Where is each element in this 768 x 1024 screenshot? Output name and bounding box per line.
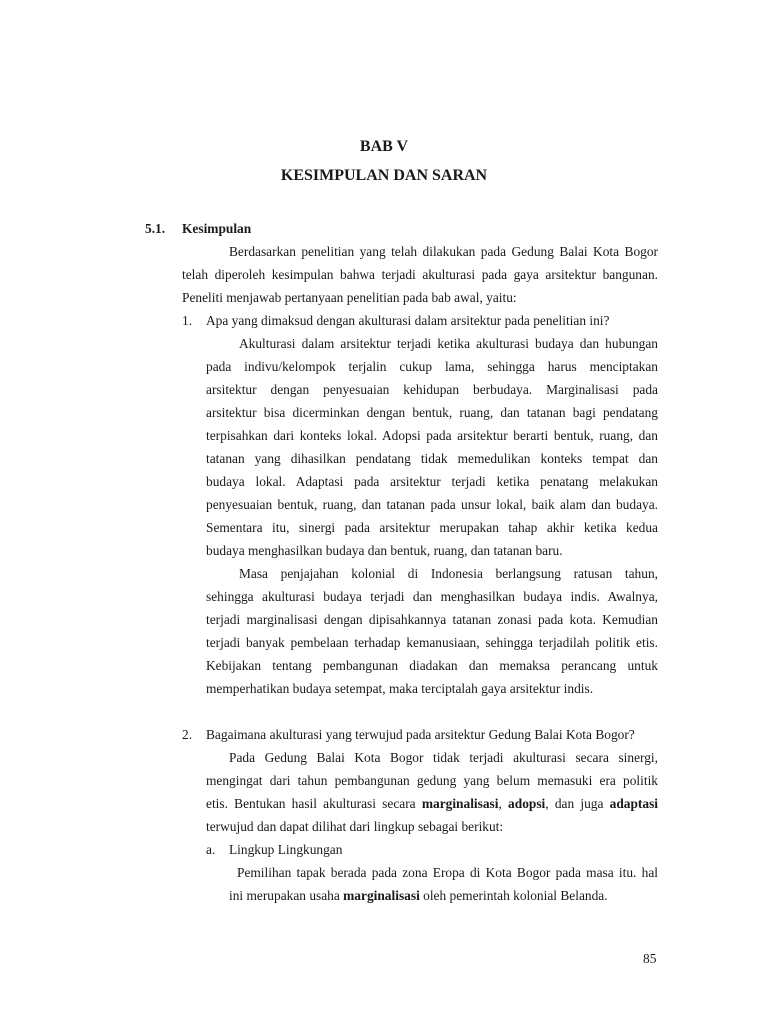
q2-para-line: terwujud dan dapat dilihat dari lingkup sebagai berikut:	[206, 819, 504, 834]
text-run: ,	[498, 796, 509, 811]
text-run: , dan juga	[545, 796, 610, 811]
text-run: ini merupakan usaha	[229, 888, 344, 903]
q1-para2-line: sehingga akulturasi budaya terjadi dan menghasilkan budaya indis. Awalnya,	[206, 589, 658, 604]
q2-para-line-emphasis	[206, 796, 658, 812]
bold-term-adopsi: adopsi	[508, 796, 546, 811]
q1-para2-line: Kebijakan tentang pembangunan diadakan dan memaksa perancang untuk	[206, 658, 658, 673]
q1-para1-line: budaya menghasilkan budaya dan bentuk, ruang, dan tatanan baru.	[206, 543, 563, 558]
q1-para1-line: tatanan yang dihasilkan pendatang tidak memedulikan konteks tempat dan	[206, 451, 658, 466]
sub-item-a-line: Pemilihan tapak berada pada zona Eropa di Kota Bogor pada masa itu. hal	[237, 865, 658, 880]
sub-item-a-title: Lingkup Lingkungan	[229, 842, 343, 857]
chapter-label: BAB V	[359, 138, 409, 155]
q1-para2-line: terjadi marginalisasi dengan dipisahkannya tatanan zonasi pada kota. Kemudian	[206, 612, 658, 627]
q1-para1-line: arsitektur bisa dicerminkan dengan bentuk, ruang, dan tatanan bagi pendatang	[206, 405, 658, 420]
bold-term-marginalisasi: marginalisasi	[421, 796, 499, 811]
q1-para1-line: budaya lokal. Adaptasi pada arsitektur terjadi ketika penatang melakukan	[206, 474, 658, 489]
bold-term-marginalisasi: marginalisasi	[343, 888, 420, 903]
q1-para1-line: penyesuaian bentuk, ruang, dan tatanan pada unsur lokal, baik alam dan budaya.	[206, 497, 658, 512]
question-2-number: 2.	[182, 727, 193, 742]
q1-para1-line: Akulturasi dalam arsitektur terjadi ketika akulturasi budaya dan hubungan	[239, 336, 658, 351]
intro-line-2: telah diperoleh kesimpulan bahwa terjadi akulturasi pada gaya arsitektur bangunan.	[182, 267, 658, 282]
question-1-text: Apa yang dimaksud dengan akulturasi dalam arsitektur pada penelitian ini?	[206, 313, 610, 328]
q2-para-line: mengingat dari tahun pembangunan gedung yang belum memasuki era politik	[206, 773, 658, 788]
q1-para2-line: terjadi banyak pembelaan terhadap kemanusiaan, sehingga terjadilah politik etis.	[206, 635, 658, 650]
q1-para2-line: memperhatikan budaya setempat, maka terciptalah gaya arsitektur indis.	[206, 681, 594, 696]
q2-para-line: Pada Gedung Balai Kota Bogor tidak terjadi akulturasi secara sinergi,	[229, 750, 658, 765]
text-run: etis. Bentukan hasil akulturasi secara	[206, 796, 422, 811]
q1-para1-line: arsitektur dengan penyesuaian kehidupan berbudaya. Marginalisasi pada	[206, 382, 658, 397]
page-number: 85	[643, 951, 657, 966]
q1-para2-line: Masa penjajahan kolonial di Indonesia berlangsung ratusan tahun,	[239, 566, 658, 581]
q1-para1-line: Sementara itu, sinergi pada arsitektur merupakan tahap akhir ketika kedua	[206, 520, 658, 535]
section-number: 5.1.	[145, 221, 166, 236]
intro-line-1: Berdasarkan penelitian yang telah dilakukan pada Gedung Balai Kota Bogor	[229, 244, 658, 259]
question-2-text: Bagaimana akulturasi yang terwujud pada arsitektur Gedung Balai Kota Bogor?	[206, 727, 635, 742]
q1-para1-line: pada indivu/kelompok terjalin cukup lama, sehingga harus menciptakan	[206, 359, 658, 374]
chapter-title: KESIMPULAN DAN SARAN	[280, 167, 488, 184]
sub-item-a-line-emphasis	[229, 888, 608, 904]
q1-para1-line: terpisahkan dari konteks lokal. Adopsi pada arsitektur berarti bentuk, ruang, dan	[206, 428, 658, 443]
text-run: oleh pemerintah kolonial Belanda.	[419, 888, 608, 903]
section-title: Kesimpulan	[182, 221, 252, 236]
bold-term-adaptasi: adaptasi	[609, 796, 658, 811]
intro-line-3: Peneliti menjawab pertanyaan penelitian pada bab awal, yaitu:	[182, 290, 517, 305]
sub-item-a-label: a.	[206, 842, 216, 857]
question-1-number: 1.	[182, 313, 193, 328]
